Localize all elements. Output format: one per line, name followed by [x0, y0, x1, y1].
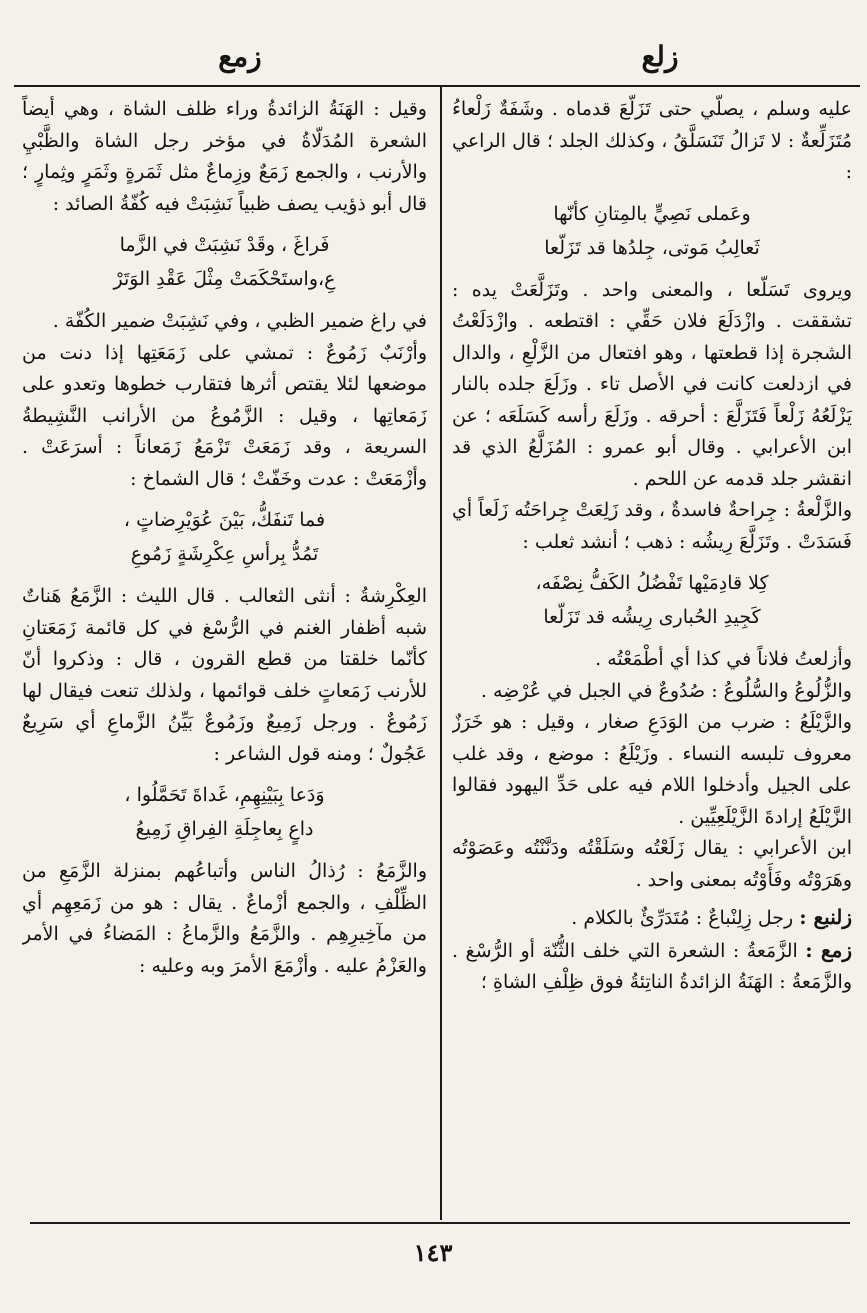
paragraph: والزَّلْعةُ : جِراحةٌ فاسدةٌ ، وقد زَلِعَتْ جِراحَتُه زَلَعاً أي فَسَدَتْ . وتَزَلَّعَ رِيشُه : ذهب ؛ أنشد ثعلب : [452, 499, 852, 553]
right-column [452, 94, 852, 1214]
entry-zalanba [452, 902, 852, 935]
verse-line: تَمُدُّ بِرأسِ عِكْرِشَةٍ زَمُوعِ [130, 543, 319, 565]
paragraph: ابن الأعرابي : يقال زَلَعْتُه وسَلَقْتُه ودَنَّنْتُه وعَصَوْتُه وهَرَوْتُه وفَأَوْتُه بمعنى واحد . [452, 837, 852, 891]
verse-line: كِلا قادِمَيْها تَفْضُلُ الكَفُّ نِصْفَه، [535, 572, 769, 594]
entry-body: الزَّمَعةُ : الشعرة التي خلف الثُّنّة أو الرُّسْغ . والزَّمَعةُ : الهَنَةُ الزائدةُ الناتِئةُ فوق ظِلْفِ الشاةِ ؛ [452, 939, 852, 993]
verse-line: وَدَعا بِبَيْنِهِمِ، غَداةَ تَحَمَّلُوا ، [124, 784, 325, 806]
page-number: ١٤٣ [413, 1238, 453, 1267]
verse [22, 778, 427, 846]
verse-line: داعٍ بِعاجِلَةِ الفِراقِ زَمِيعُ [135, 818, 314, 840]
entry-headword: زلنبع : [799, 905, 852, 929]
verse-line: فَراغَ ، وقَدْ نَشِبَتْ في الزَّما [119, 234, 330, 256]
entry-zama [452, 935, 852, 999]
paragraph: عليه وسلم ، يصلّي حتى تَزَلّعَ قدماه . وشَفَةٌ زَلْعاءُ مُتَزَلِّعةٌ : لا تَزالُ تَنَسَلَّقُ ، وكذلك الجلد ؛ قال الراعي : [452, 98, 852, 183]
verse [452, 566, 852, 634]
left-column-headword: زمع [218, 40, 262, 73]
paragraph: في راغ ضمير الظبي ، وفي نَشِبَتْ ضمير الكُفّة . [52, 310, 427, 332]
paragraph: وأرْنَبٌ زَمُوعٌ : تمشي على زَمَعَتِها إذا دنت من موضعها لئلا يقتص أثرها فتقارب خطوها وتعدو على زَمَعاتِها ، وقيل : الزَّمُوعُ من الأرانب النَّشِيطةُ السريعة ، وقد زَمَعَتْ تَزْمَعُ زَمَعاناً : أسرَعَتْ . وأزْمَعَتْ : عدت وخَفّتْ ؛ قال الشماخ : [22, 341, 427, 490]
verse [22, 228, 427, 296]
paragraph: وأزلعتُ فلاناً في كذا أي أطْمَعْتُه . [595, 648, 852, 670]
paragraph: والزُّلُوعُ والسُّلُوعُ : صُدُوعٌ في الجبل في عُرْضِه . [480, 679, 852, 702]
right-column-headword: زلع [641, 40, 679, 73]
paragraph: والزَّمَعُ : رُذالُ الناس وأتباعُهم بمنزلة الزَّمَعِ من الظِّلْفِ ، والجمع أزْماعٌ . يقال : هو من زَمَعِهِم أي من مآخِيرِهِم . والزَّمَعُ والزَّماعُ : المَضاءُ في الأمر والعَزْمُ عليه . وأزْمَعَ الأمرَ وبه وعليه : [22, 860, 427, 977]
verse-line: ثَعالِبُ مَوتى، جِلدُها قد تَزَلّعا [544, 236, 760, 259]
paragraph: ويروى تَسَلّعا ، والمعنى واحد . وتَزَلَّعَتْ يده : تشققت . وازْدَلَعَ فلان حَقِّي : اقتطعه . وازْدَلَعْتُ الشجرة إذا قطعتها ، وهو افتعال من الزَّلْعِ ، والدال في ازدلعت كانت في الأصل تاء . وزَلَعَ جلده بالنار يَزْلَعُهُ زَلْعاً فَتَزَلَّعَ : أحرقه . وزَلَعَ رأسه كَسَلَعَه ؛ عن ابن الأعرابي . وقال أبو عمرو : المُزَلَّعُ الذي قد انقشر جلد قدمه عن اللحم . [452, 278, 852, 490]
verse-line: وعَملى نَصِيٍّ بالمِتانِ كأنّها [553, 202, 751, 225]
verse-line: عِ،واستَحْكَمَتْ مِثْلَ عَقْدِ الوَتَرْ [113, 268, 336, 290]
paragraph: العِكْرِشةُ : أنثى الثعالب . قال الليث : الزَّمَعُ هَناتٌ شبه أظفار الغنم في الرُّسْغ في كل قائمة زَمَعَتانِ كأنّما خلقتا من قطع القرون ، قال : وذكروا أنّ للأرنب زَمَعاتٍ خلف قوائمها ، ولذلك تنعت فيقال لها زَمُوعٌ . ورجل زَمِيعٌ وزَمُوعٌ بَيِّنُ الزَّماعِ أي سَرِيعٌ عَجُولٌ ؛ ومنه قول الشاعر : [22, 585, 427, 765]
bottom-rule [30, 1222, 850, 1224]
left-column [22, 94, 427, 1214]
verse [22, 503, 427, 571]
verse [452, 197, 852, 265]
entry-headword: زمع : [805, 937, 852, 962]
verse-line: فما تَنفَكُّ، بَيْنَ عُوَيْرِضاتٍ ، [123, 509, 326, 531]
paragraph: وقيل : الهَنَةُ الزائدةُ وراء ظلف الشاة ، وهي أيضاً الشعرة المُدَلّاةُ في مؤخر رجل الشاة والظَّبْيِ والأرنب ، والجمع زَمَعٌ وزِماعٌ مثل ثَمَرةٍ وثَمَرٍ وثِمارٍ ؛ قال أبو ذؤيب يصف ظبياً نَشِبَتْ فيه كُفّةُ الصائد : [22, 98, 427, 215]
top-rule [14, 85, 860, 87]
entry-body: رجل زِلِنْباعٌ : مُتَدَرِّئٌ بالكلام . [571, 907, 794, 929]
column-divider [440, 87, 442, 1220]
paragraph: والزَّيْلَعُ : ضرب من الوَدَعِ صغار ، وقيل : هو خَرَزٌ معروف تلبسه النساء . وزَيْلَعُ : موضع ، وقد غلب على الجيل وأدخلوا اللام فيه على حَدِّ اليهود فقالوا الزَّيْلَعُ إرادةَ الزَّيْلَعِيِّين . [452, 711, 852, 828]
verse-line: كَجِيدِ الحُبارى رِيشُه قد تَزَلّعا [543, 606, 761, 628]
